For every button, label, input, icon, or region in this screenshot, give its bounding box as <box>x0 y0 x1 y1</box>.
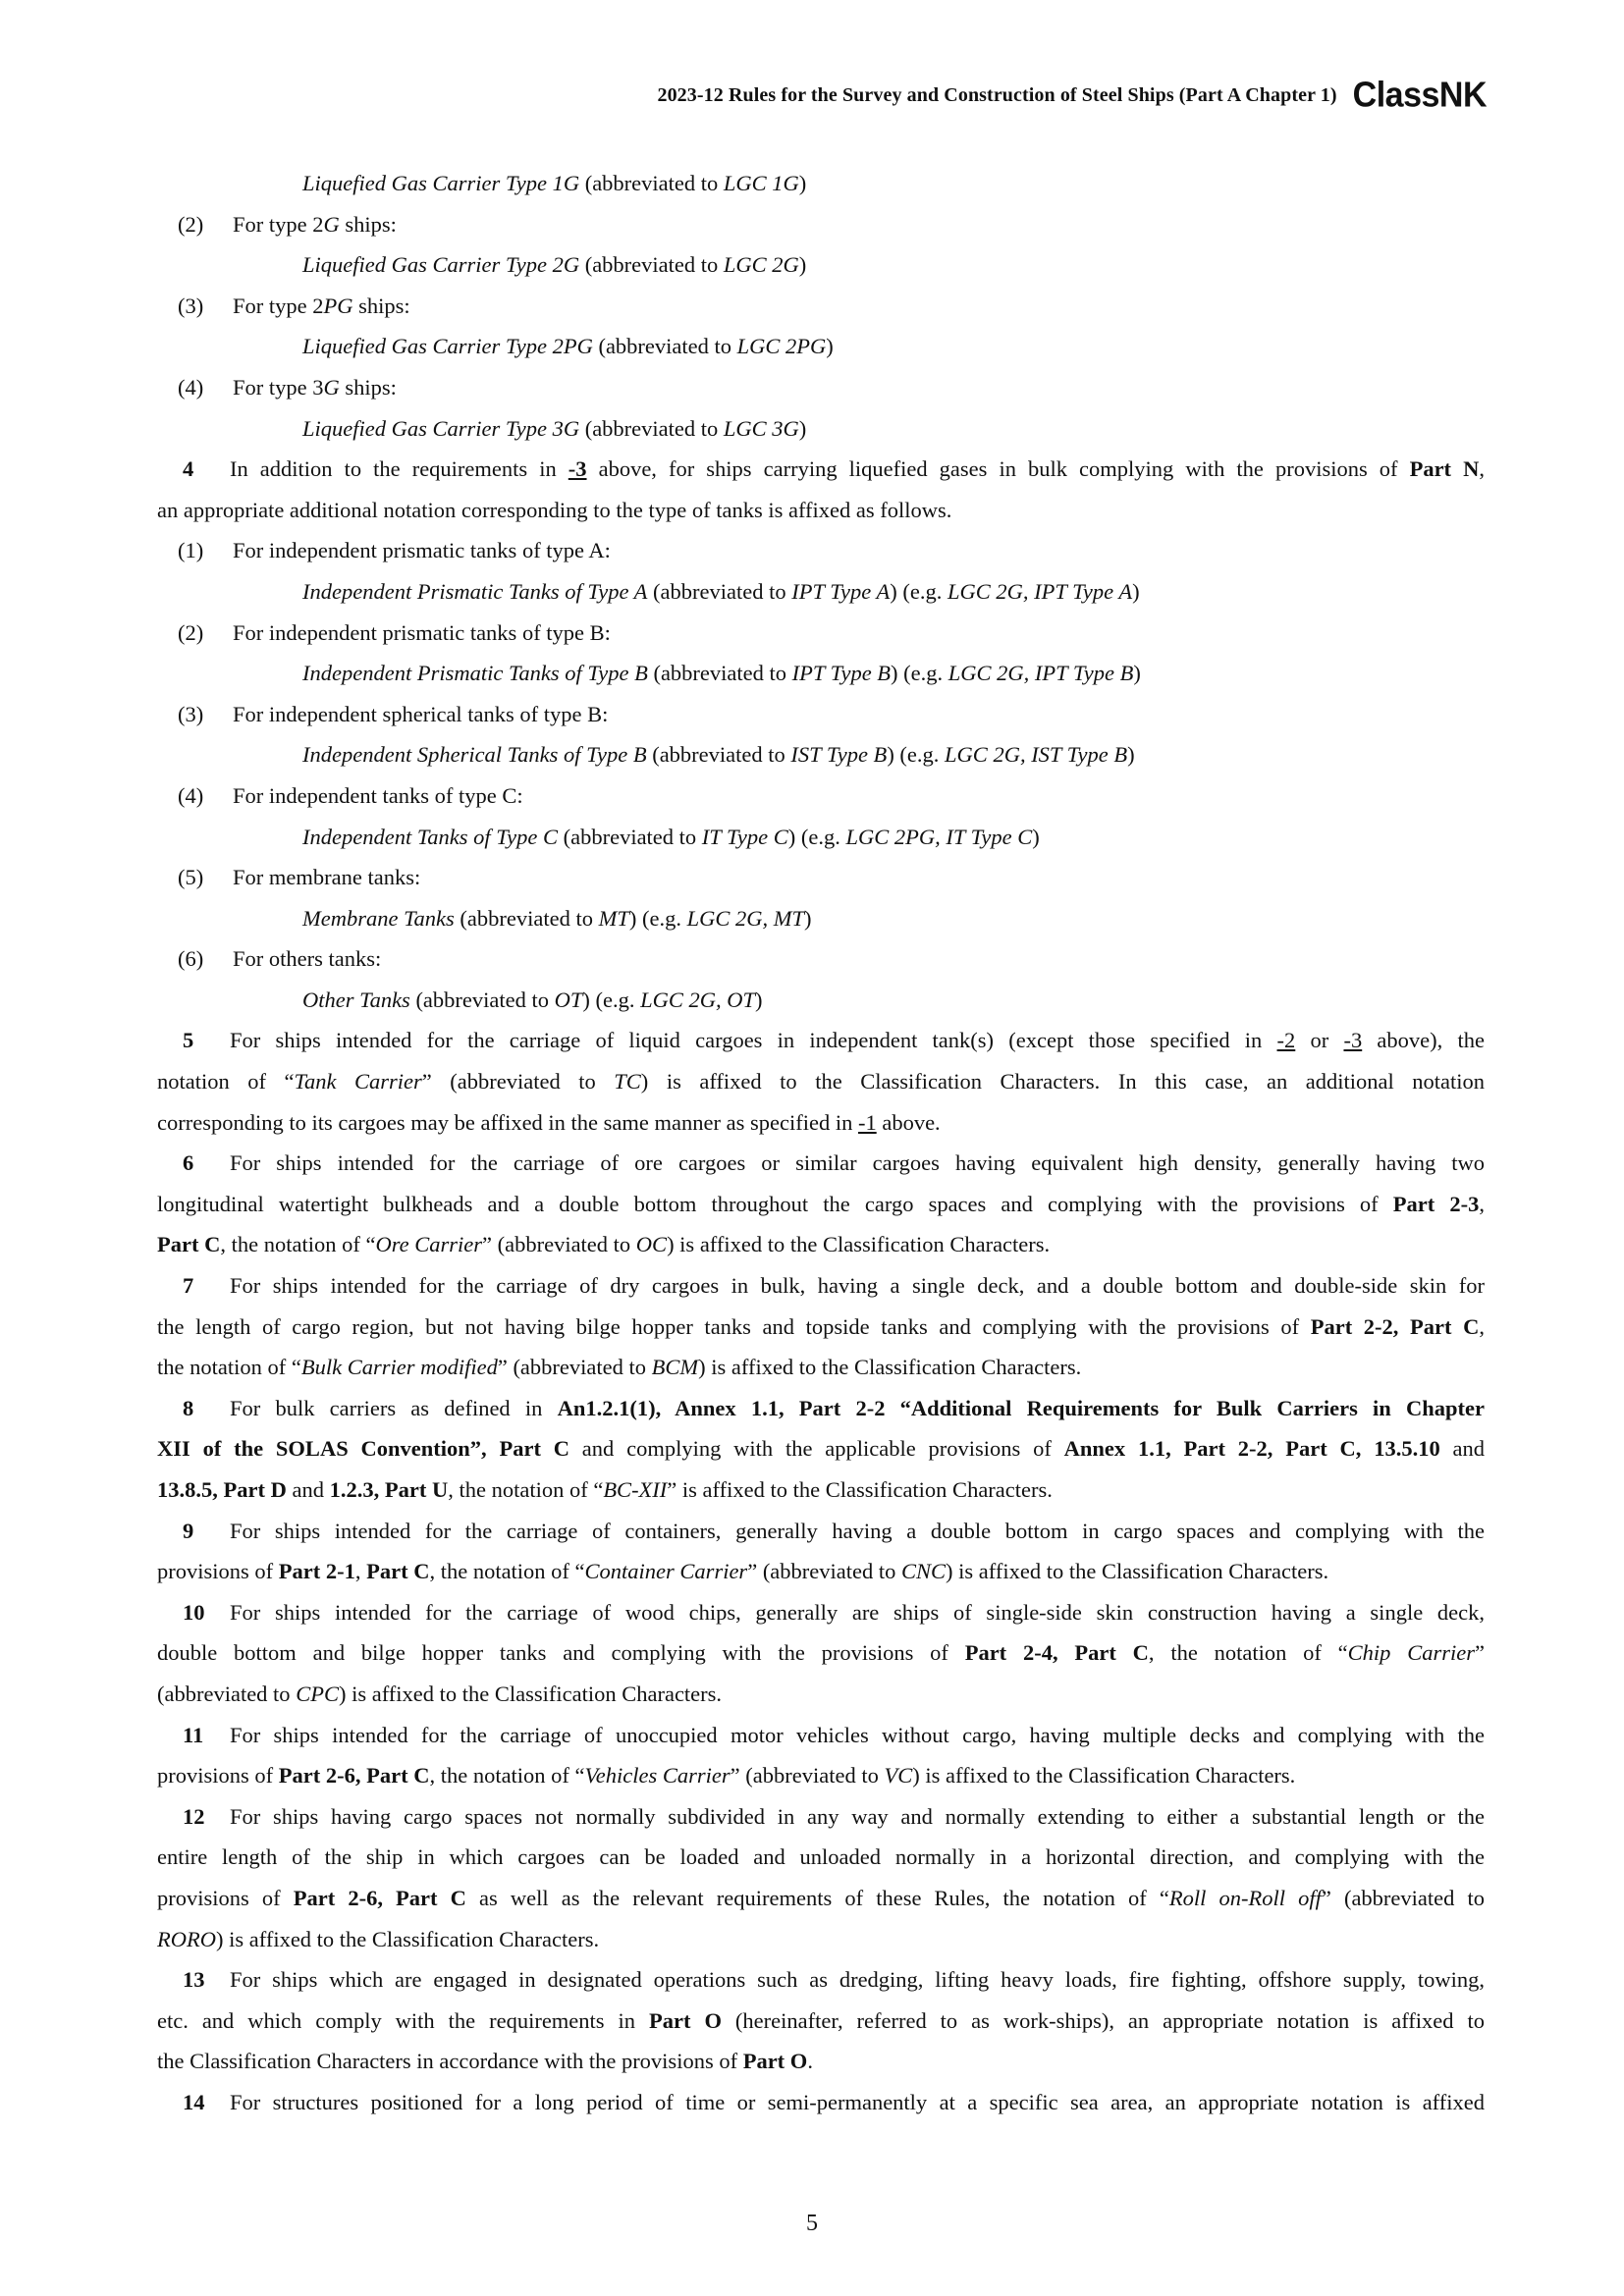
paragraph-8-line: 8 For bulk carriers as defined in An1.2.1(1), Annex 1.1, Part 2-2 “Additional Requirements for Bulk Carriers in Chapter <box>183 1395 1485 1420</box>
paragraph-8-line: XII of the SOLAS Convention”, Part C and complying with the applicable provisions of Annex 1.1, Part 2-2, Part C, 13.5.10 and <box>157 1436 1485 1462</box>
page-number: 5 <box>806 2211 818 2236</box>
paragraph-14-line: 14 For structures positioned for a long period of time or semi-permanently at a specific sea area, an appropriate notation is affixed <box>183 2089 1485 2114</box>
paragraph-13-line: etc. and which comply with the requirements in Part O (hereinafter, referred to as work-ships), an appropriate notation is affixed to <box>157 2007 1486 2033</box>
paragraph-12-line: provisions of Part 2-6, Part C as well as the relevant requirements of these Rules, the notation of “Roll on-Roll off” (abbreviated to <box>157 1885 1485 1910</box>
paragraph-10-line: (abbreviated to CPC) is affixed to the Classification Characters. <box>157 1681 723 1706</box>
paragraph-4-line: 4 In addition to the requirements in -3 above, for ships carrying liquefied gases in bulk complying with the provisions of Part N, <box>183 456 1485 482</box>
paragraph-13-line: the Classification Characters in accordance with the provisions of Part O. <box>157 2049 813 2074</box>
paragraph-10-line: double bottom and bilge hopper tanks and complying with the provisions of Part 2-4, Part C, the notation of “Chip Carrier” <box>157 1640 1485 1666</box>
list-item: (5) For membrane tanks: <box>178 865 421 890</box>
paragraph-7-line: 7 For ships intended for the carriage of dry cargoes in bulk, having a single deck, and a double bottom and double-side skin for <box>183 1273 1485 1299</box>
header-title: 2023-12 Rules for the Survey and Construction of Steel Ships (Part A Chapter 1) <box>657 84 1337 106</box>
list-item: (3) For independent spherical tanks of type B: <box>178 701 609 726</box>
list-item: (2) For type 2G ships: <box>178 211 397 237</box>
paragraph-12-line: entire length of the ship in which cargoes can be loaded and unloaded normally in a horizontal direction, and complying with the <box>157 1844 1485 1870</box>
notation-line: Independent Spherical Tanks of Type B (abbreviated to IST Type B) (e.g. LGC 2G, IST Type B) <box>302 742 1135 768</box>
paragraph-7-line: the length of cargo region, but not having bilge hopper tanks and topside tanks and complying with the provisions of Part 2-2, Part C, <box>157 1313 1485 1339</box>
paragraph-11-line: 11 For ships intended for the carriage of unoccupied motor vehicles without cargo, having multiple decks and complying with the <box>183 1722 1485 1747</box>
paragraph-6-line: longitudinal watertight bulkheads and a double bottom throughout the cargo spaces and complying with the provisions of Part 2-3, <box>157 1191 1485 1216</box>
list-item: (1) For independent prismatic tanks of type A: <box>178 538 611 563</box>
list-item: (4) For type 3G ships: <box>178 374 397 400</box>
notation-line: Independent Prismatic Tanks of Type A (abbreviated to IPT Type A) (e.g. LGC 2G, IPT Type A) <box>302 578 1140 604</box>
paragraph-5-line: corresponding to its cargoes may be affixed in the same manner as specified in -1 above. <box>157 1109 941 1135</box>
paragraph-6-line: 6 For ships intended for the carriage of ore cargoes or similar cargoes having equivalent high density, generally having two <box>183 1150 1485 1176</box>
paragraph-7-line: the notation of “Bulk Carrier modified” (abbreviated to BCM) is affixed to the Classification Characters. <box>157 1355 1082 1380</box>
paragraph-4-line: an appropriate additional notation corresponding to the type of tanks is affixed as follows. <box>157 497 952 522</box>
notation-line: Liquefied Gas Carrier Type 1G (abbreviated to LGC 1G) <box>302 171 807 195</box>
notation-line: Membrane Tanks (abbreviated to MT) (e.g. LGC 2G, MT) <box>302 905 812 931</box>
list-item: (6) For others tanks: <box>178 946 382 972</box>
notation-line: Liquefied Gas Carrier Type 3G (abbreviated to LGC 3G) <box>302 415 807 441</box>
paragraph-11-line: provisions of Part 2-6, Part C, the notation of “Vehicles Carrier” (abbreviated to VC) is affixed to the Classification Characters. <box>157 1763 1296 1789</box>
list-item: (4) For independent tanks of type C: <box>178 782 523 808</box>
classnk-logo: ClassNK <box>1352 76 1487 115</box>
paragraph-10-line: 10 For ships intended for the carriage of wood chips, generally are ships of single-side skin construction having a single deck, <box>183 1599 1485 1625</box>
notation-line: Other Tanks (abbreviated to OT) (e.g. LGC 2G, OT) <box>302 987 763 1012</box>
paragraph-5-line: 5 For ships intended for the carriage of liquid cargoes in independent tank(s) (except those specified in -2 or -3 above), the <box>183 1028 1485 1053</box>
list-item: (3) For type 2PG ships: <box>178 293 410 318</box>
notation-line: Independent Prismatic Tanks of Type B (abbreviated to IPT Type B) (e.g. LGC 2G, IPT Type B) <box>302 661 1141 686</box>
document-body <box>157 163 1485 2123</box>
notation-line: Independent Tanks of Type C (abbreviated to IT Type C) (e.g. LGC 2PG, IT Type C) <box>302 824 1040 849</box>
paragraph-8-line: 13.8.5, Part D and 1.2.3, Part U, the notation of “BC-XII” is affixed to the Classification Characters. <box>157 1477 1053 1502</box>
paragraph-9-line: 9 For ships intended for the carriage of containers, generally having a double bottom in cargo spaces and complying with the <box>183 1518 1485 1543</box>
notation-line: Liquefied Gas Carrier Type 2PG (abbreviated to LGC 2PG) <box>302 334 834 359</box>
paragraph-9-line: provisions of Part 2-1, Part C, the notation of “Container Carrier” (abbreviated to CNC) is affixed to the Classification Characters. <box>157 1559 1329 1584</box>
notation-line: Liquefied Gas Carrier Type 2G (abbreviated to LGC 2G) <box>302 252 807 278</box>
list-item: (2) For independent prismatic tanks of type B: <box>178 619 611 645</box>
paragraph-12-line: 12 For ships having cargo spaces not normally subdivided in any way and normally extending to either a substantial length or the <box>183 1803 1485 1829</box>
paragraph-12-line: RORO) is affixed to the Classification Characters. <box>157 1926 600 1951</box>
paragraph-6-line: Part C, the notation of “Ore Carrier” (abbreviated to OC) is affixed to the Classification Characters. <box>157 1232 1051 1257</box>
page-header <box>657 77 1487 115</box>
paragraph-13-line: 13 For ships which are engaged in designated operations such as dredging, lifting heavy loads, fire fighting, offshore supply, towing, <box>183 1967 1485 1993</box>
paragraph-5-line: notation of “Tank Carrier” (abbreviated to TC) is affixed to the Classification Characters. In this case, an additional notation <box>157 1069 1485 1095</box>
